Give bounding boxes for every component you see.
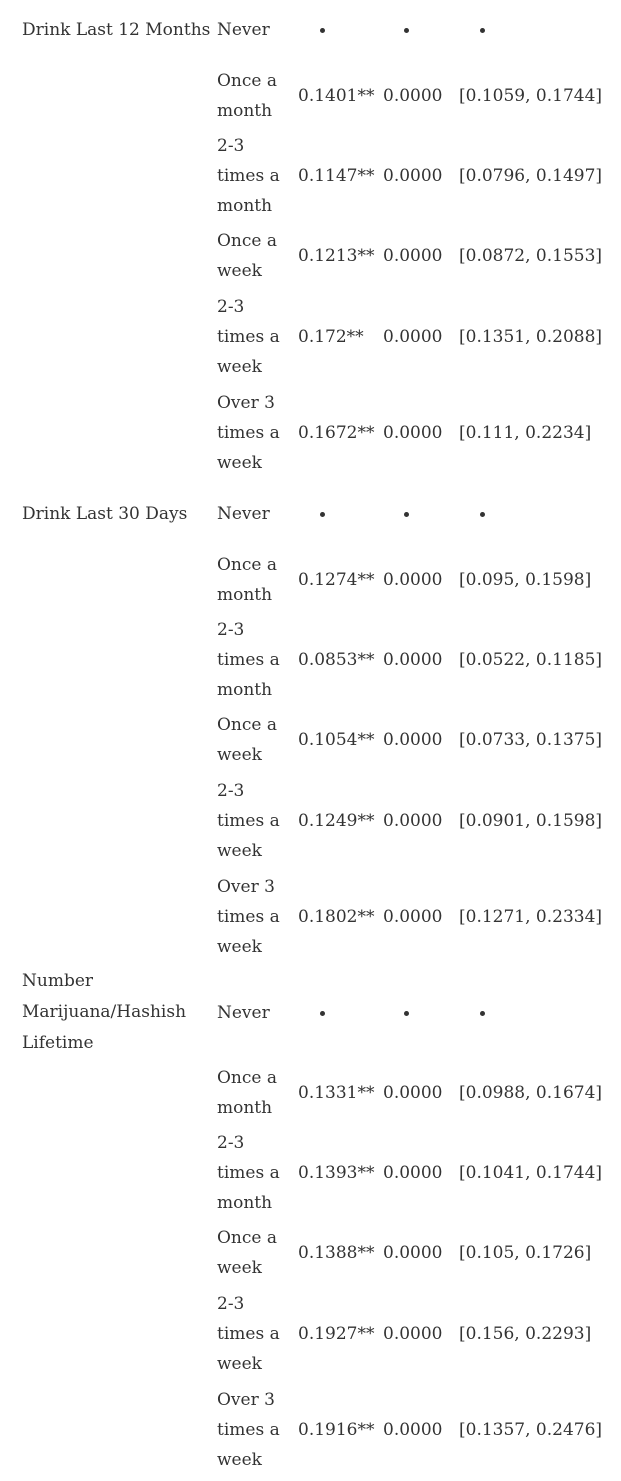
level-cell bbox=[217, 965, 295, 1060]
table-row bbox=[0, 1222, 621, 1284]
level-text: 2-3 times a month bbox=[217, 136, 280, 216]
coefficient-cell: 0.1274** bbox=[298, 570, 375, 590]
variable-group bbox=[0, 0, 621, 480]
coef-placeholder bbox=[320, 28, 325, 33]
confidence-interval-cell: [0.111, 0.2234] bbox=[459, 423, 592, 443]
confidence-interval-cell: [0.1059, 0.1744] bbox=[459, 86, 603, 106]
variable-group bbox=[0, 965, 621, 1477]
confidence-interval-cell: [0.1351, 0.2088] bbox=[459, 327, 603, 347]
level-text: Once a week bbox=[217, 715, 278, 765]
ci-placeholder bbox=[480, 512, 485, 517]
table-row bbox=[0, 870, 621, 964]
ci-placeholder bbox=[480, 1011, 485, 1016]
p-placeholder bbox=[404, 28, 409, 33]
level-text: Over 3 times a week bbox=[217, 1390, 280, 1470]
coefficient-cell: 0.1802** bbox=[298, 907, 375, 927]
coefficient-cell: 0.1249** bbox=[298, 811, 375, 831]
table-row bbox=[0, 965, 621, 1060]
p-value-cell: 0.0000 bbox=[383, 1083, 443, 1103]
table-row bbox=[0, 484, 621, 544]
confidence-interval-cell: [0.1041, 0.1744] bbox=[459, 1163, 603, 1183]
table-row bbox=[0, 774, 621, 868]
coefficient-cell: 0.1401** bbox=[298, 86, 375, 106]
p-value-cell: 0.0000 bbox=[383, 907, 443, 927]
table-row bbox=[0, 1062, 621, 1124]
coefficient-cell: 0.1672** bbox=[298, 423, 375, 443]
table-row bbox=[0, 0, 621, 60]
level-text: 2-3 times a week bbox=[217, 781, 280, 861]
level-text: 2-3 times a week bbox=[217, 1294, 280, 1374]
p-value-cell: 0.0000 bbox=[383, 650, 443, 670]
variable-label-text: Drink Last 30 Days bbox=[22, 503, 188, 524]
coefficient-cell: 0.0853** bbox=[298, 650, 375, 670]
coefficient-cell: 0.172** bbox=[298, 327, 364, 347]
level-cell bbox=[217, 1062, 295, 1124]
level-cell bbox=[217, 549, 295, 611]
confidence-interval-cell: [0.1357, 0.2476] bbox=[459, 1420, 603, 1440]
level-text: Over 3 times a week bbox=[217, 393, 280, 473]
ci-placeholder bbox=[480, 28, 485, 33]
p-value-cell: 0.0000 bbox=[383, 1163, 443, 1183]
confidence-interval-cell: [0.156, 0.2293] bbox=[459, 1324, 592, 1344]
level-text: Over 3 times a week bbox=[217, 877, 280, 957]
level-text: 2-3 times a week bbox=[217, 297, 280, 377]
level-cell bbox=[217, 484, 295, 544]
level-text: Never bbox=[217, 504, 270, 524]
p-value-cell: 0.0000 bbox=[383, 86, 443, 106]
table-row bbox=[0, 709, 621, 771]
level-cell bbox=[217, 709, 295, 771]
p-value-cell: 0.0000 bbox=[383, 423, 443, 443]
p-value-cell: 0.0000 bbox=[383, 166, 443, 186]
level-cell bbox=[217, 1222, 295, 1284]
confidence-interval-cell: [0.105, 0.1726] bbox=[459, 1243, 592, 1263]
level-text: Never bbox=[217, 20, 270, 40]
table-row bbox=[0, 614, 621, 706]
variable-label-text: Drink Last 12 Months bbox=[22, 19, 211, 40]
level-text: Once a month bbox=[217, 555, 278, 605]
coefficient-cell: 0.1147** bbox=[298, 166, 375, 186]
level-cell bbox=[217, 130, 295, 222]
confidence-interval-cell: [0.0988, 0.1674] bbox=[459, 1083, 603, 1103]
level-cell bbox=[217, 1127, 295, 1219]
level-cell bbox=[217, 774, 295, 868]
level-text: Once a week bbox=[217, 1228, 278, 1278]
coefficient-cell: 0.1927** bbox=[298, 1324, 375, 1344]
p-value-cell: 0.0000 bbox=[383, 1420, 443, 1440]
coef-placeholder bbox=[320, 512, 325, 517]
p-value-cell: 0.0000 bbox=[383, 1243, 443, 1263]
confidence-interval-cell: [0.0733, 0.1375] bbox=[459, 730, 603, 750]
p-value-cell: 0.0000 bbox=[383, 811, 443, 831]
level-cell bbox=[217, 386, 295, 480]
level-text: Once a month bbox=[217, 71, 278, 121]
p-value-cell: 0.0000 bbox=[383, 1324, 443, 1344]
level-cell bbox=[217, 290, 295, 384]
p-value-cell: 0.0000 bbox=[383, 570, 443, 590]
table-row bbox=[0, 1287, 621, 1381]
level-cell bbox=[217, 1383, 295, 1477]
table-row bbox=[0, 549, 621, 611]
coefficient-cell: 0.1388** bbox=[298, 1243, 375, 1263]
level-text: Never bbox=[217, 1002, 270, 1023]
table-row bbox=[0, 225, 621, 287]
confidence-interval-cell: [0.0872, 0.1553] bbox=[459, 246, 603, 266]
level-text: 2-3 times a month bbox=[217, 620, 280, 700]
table-row bbox=[0, 290, 621, 384]
confidence-interval-cell: [0.095, 0.1598] bbox=[459, 570, 592, 590]
p-value-cell: 0.0000 bbox=[383, 327, 443, 347]
coefficient-cell: 0.1916** bbox=[298, 1420, 375, 1440]
variable-label-text: Number Marijuana/Hashish Lifetime bbox=[22, 971, 187, 1053]
confidence-interval-cell: [0.0796, 0.1497] bbox=[459, 166, 603, 186]
table-row bbox=[0, 130, 621, 222]
level-text: 2-3 times a month bbox=[217, 1133, 280, 1213]
confidence-interval-cell: [0.1271, 0.2334] bbox=[459, 907, 603, 927]
level-cell bbox=[217, 1287, 295, 1381]
confidence-interval-cell: [0.0901, 0.1598] bbox=[459, 811, 603, 831]
coefficient-cell: 0.1213** bbox=[298, 246, 375, 266]
coefficient-cell: 0.1331** bbox=[298, 1083, 375, 1103]
level-text: Once a month bbox=[217, 1068, 278, 1118]
p-placeholder bbox=[404, 512, 409, 517]
level-cell bbox=[217, 65, 295, 127]
coefficient-cell: 0.1054** bbox=[298, 730, 375, 750]
coefficient-cell: 0.1393** bbox=[298, 1163, 375, 1183]
level-cell bbox=[217, 225, 295, 287]
p-value-cell: 0.0000 bbox=[383, 246, 443, 266]
level-text: Once a week bbox=[217, 231, 278, 281]
level-cell bbox=[217, 0, 295, 60]
table-row bbox=[0, 1127, 621, 1219]
p-placeholder bbox=[404, 1011, 409, 1016]
level-cell bbox=[217, 614, 295, 706]
table-row bbox=[0, 386, 621, 480]
confidence-interval-cell: [0.0522, 0.1185] bbox=[459, 650, 603, 670]
coef-placeholder bbox=[320, 1011, 325, 1016]
table-row bbox=[0, 1383, 621, 1477]
variable-group bbox=[0, 484, 621, 964]
p-value-cell: 0.0000 bbox=[383, 730, 443, 750]
table-row bbox=[0, 65, 621, 127]
level-cell bbox=[217, 870, 295, 964]
